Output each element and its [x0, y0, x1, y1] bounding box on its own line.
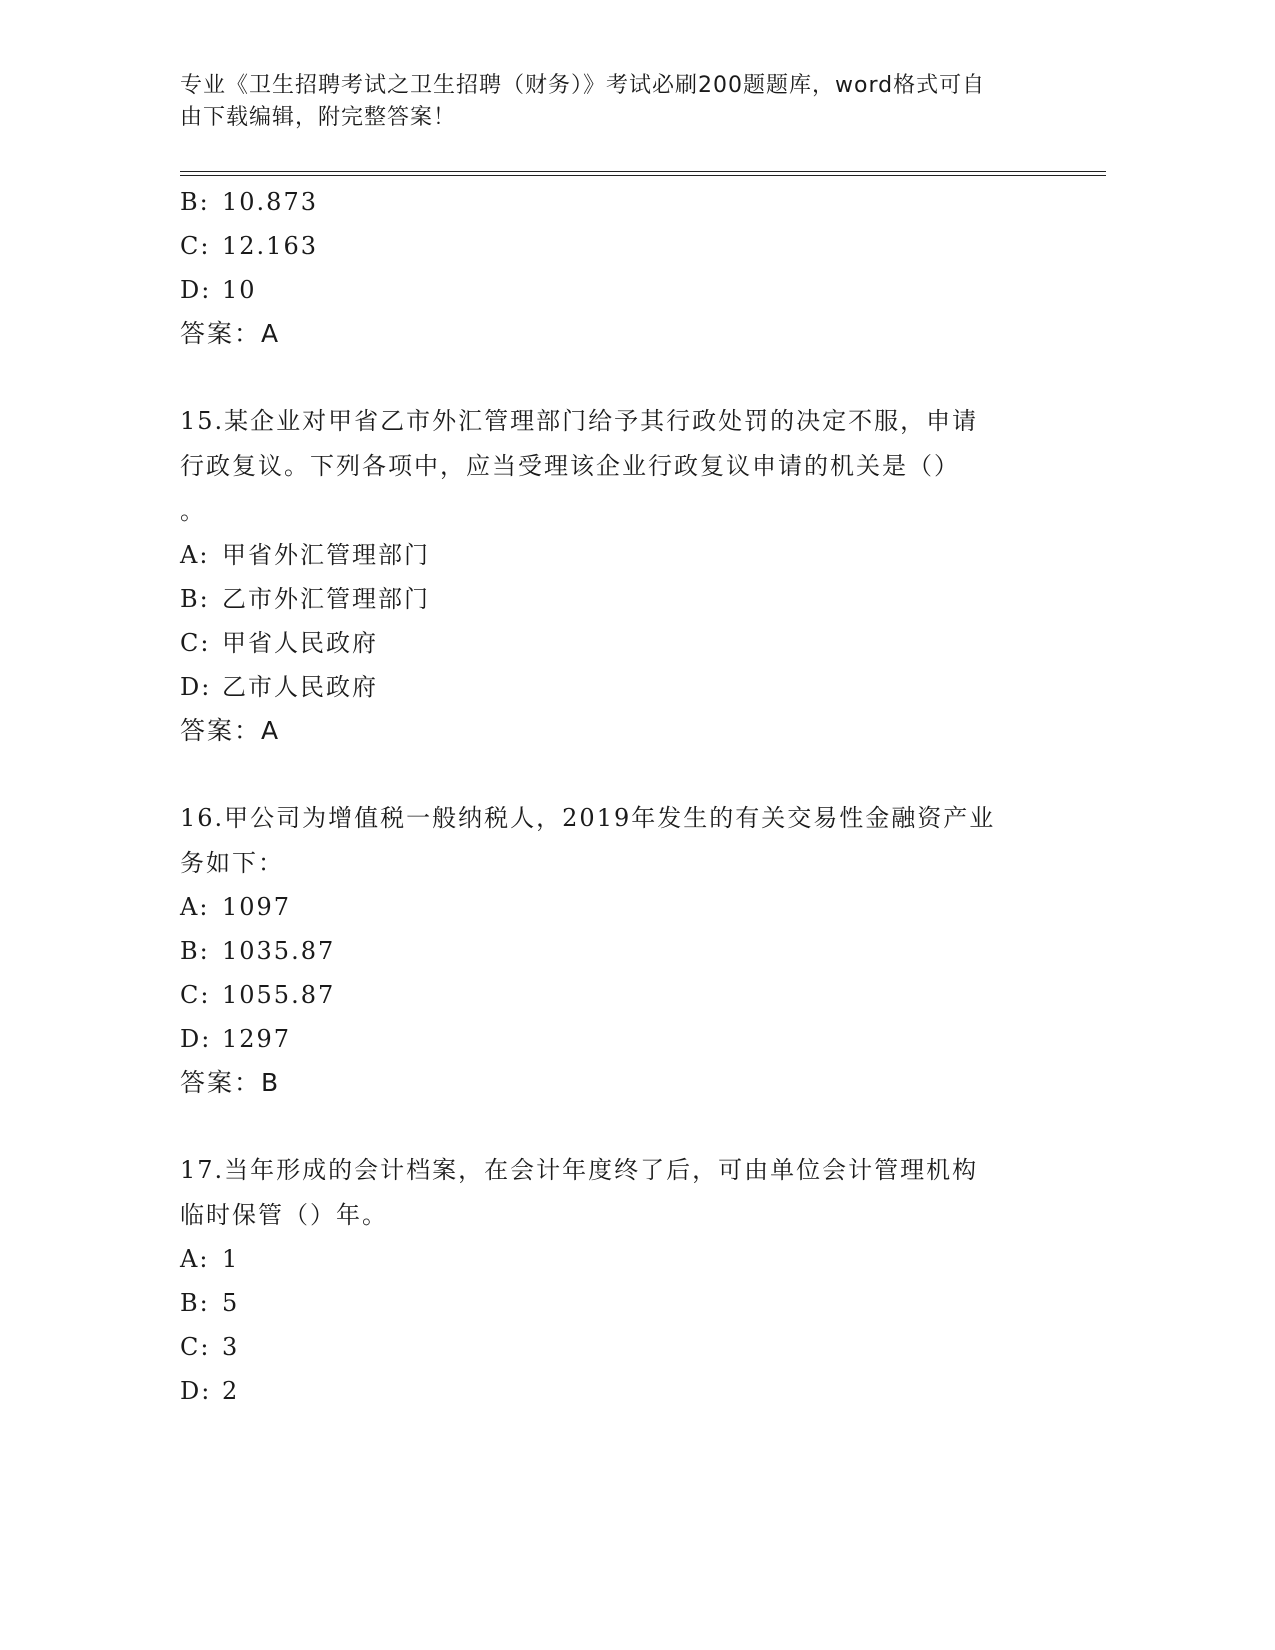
option-text: 1097 — [222, 893, 292, 921]
option-text: 10.873 — [222, 188, 318, 216]
question-block-continued — [180, 184, 1060, 360]
question-text-line: 。 — [180, 497, 206, 525]
question-16 — [180, 800, 1060, 1109]
option-a — [180, 1241, 1060, 1285]
option-label: D: — [180, 1025, 212, 1053]
option-b — [180, 1285, 1060, 1329]
option-text: 3 — [222, 1333, 240, 1361]
option-text: 1035.87 — [222, 937, 336, 965]
spacer — [180, 360, 1060, 403]
option-label: D: — [180, 673, 212, 701]
option-label: B: — [180, 585, 210, 613]
option-d — [180, 272, 1060, 316]
option-label: A: — [180, 1245, 210, 1273]
question-15 — [180, 403, 1060, 757]
option-c — [180, 1329, 1060, 1373]
header-divider-bottom — [180, 175, 1106, 176]
option-c — [180, 228, 1060, 272]
header-divider-top — [180, 171, 1106, 172]
option-label: C: — [180, 981, 211, 1009]
option-text: 12.163 — [222, 232, 318, 260]
option-d — [180, 1373, 1060, 1417]
option-text: 甲省人民政府 — [222, 629, 378, 657]
option-text: 1055.87 — [222, 981, 336, 1009]
header-line-2: 由下载编辑，附完整答案！ — [180, 105, 457, 130]
question-content — [180, 184, 1060, 1417]
option-b — [180, 933, 1060, 977]
option-label: B: — [180, 1289, 210, 1317]
answer-line: 答案：B — [180, 1068, 281, 1097]
option-text: 乙市人民政府 — [222, 673, 378, 701]
option-label: C: — [180, 232, 211, 260]
document-header — [180, 70, 1040, 134]
answer-line: 答案：A — [180, 319, 281, 348]
spacer — [180, 757, 1060, 800]
option-c — [180, 625, 1060, 669]
spacer — [180, 1109, 1060, 1152]
answer-line: 答案：A — [180, 716, 281, 745]
option-text: 2 — [222, 1377, 240, 1405]
header-line-1: 专业《卫生招聘考试之卫生招聘（财务）》考试必刷200题题库，word格式可自 — [180, 73, 986, 98]
question-text-line: 务如下： — [180, 849, 284, 877]
option-label: B: — [180, 188, 210, 216]
option-label: D: — [180, 1377, 212, 1405]
question-17 — [180, 1152, 1060, 1417]
option-label: C: — [180, 629, 211, 657]
question-text-line: 16.甲公司为增值税一般纳税人，2019年发生的有关交易性金融资产业 — [180, 804, 996, 832]
option-label: B: — [180, 937, 210, 965]
question-text-line: 17.当年形成的会计档案，在会计年度终了后，可由单位会计管理机构 — [180, 1156, 979, 1184]
option-b — [180, 184, 1060, 228]
option-a — [180, 537, 1060, 581]
option-label: C: — [180, 1333, 211, 1361]
question-text-line: 临时保管（）年。 — [180, 1201, 388, 1229]
option-d — [180, 669, 1060, 713]
option-text: 5 — [222, 1289, 240, 1317]
option-text: 乙市外汇管理部门 — [222, 585, 430, 613]
question-text-line: 行政复议。下列各项中，应当受理该企业行政复议申请的机关是（） — [180, 452, 960, 480]
option-text: 10 — [222, 276, 257, 304]
option-text: 1 — [222, 1245, 240, 1273]
option-b — [180, 581, 1060, 625]
question-text-line: 15.某企业对甲省乙市外汇管理部门给予其行政处罚的决定不服，申请 — [180, 407, 979, 435]
option-label: A: — [180, 541, 210, 569]
option-label: D: — [180, 276, 212, 304]
option-text: 1297 — [222, 1025, 292, 1053]
option-label: A: — [180, 893, 210, 921]
option-d — [180, 1021, 1060, 1065]
option-c — [180, 977, 1060, 1021]
option-text: 甲省外汇管理部门 — [222, 541, 430, 569]
option-a — [180, 889, 1060, 933]
